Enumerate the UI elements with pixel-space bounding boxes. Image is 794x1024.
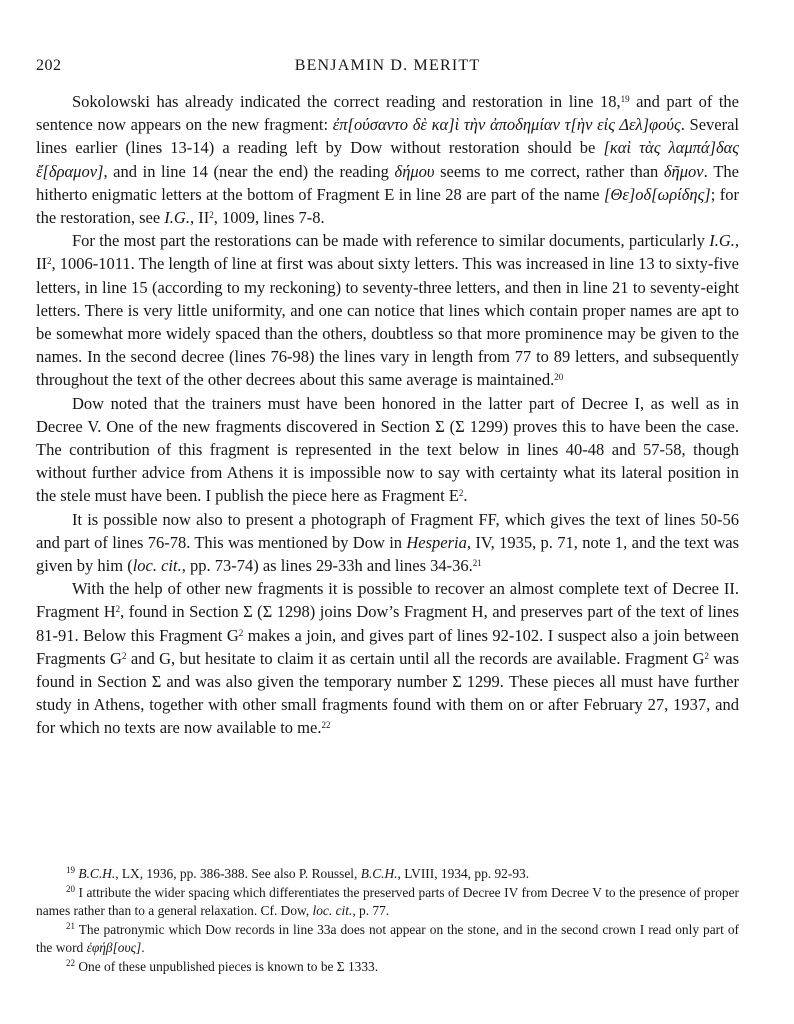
footnote-marker: 19 xyxy=(620,94,630,104)
footnote-marker: 21 xyxy=(66,920,75,931)
italic-text: Hesperia xyxy=(406,532,467,552)
page-number: 202 xyxy=(36,57,62,74)
italic-text: [Θε]οδ[ωρίδης] xyxy=(603,184,711,204)
footnotes xyxy=(36,865,739,977)
paragraph: Dow noted that the trainers must have been honored in the latter part of Decree I, as well as in Decree V. One of the new fragments discovered in Section Σ (Σ 1299) proves this to have been the case. The contribution of this fragment is represented in the text below in lines 40-48 and 57-58, though without further advice from Athens it is impossible now to say with certainty what its lateral position in the stele must have been. I publish the piece here as Fragment $E^2$. xyxy=(36,393,739,506)
footnote-marker: 2 xyxy=(238,627,244,638)
italic-text: ἐπ[ούσαντο δὲ κα]ὶ τὴν ἀποδημίαν τ[ὴν εἰς Δελ]φούς xyxy=(332,115,681,135)
footnote-marker: 22 xyxy=(321,720,331,731)
footnote-marker: 2 xyxy=(209,210,214,221)
footnote-marker: 20 xyxy=(554,372,564,383)
page-header xyxy=(36,57,739,79)
footnote-marker: 22 xyxy=(66,957,75,968)
paragraph: With the help of other new fragments it is possible to recover an almost complete text of Decree II. Fragment $H^2$, found in Section Σ (Σ 1298) joins Dow’s Fragment H, and preserves part of the text of lines 81-91. Below this Fragment $G^2$ makes a join, and gives part of lines 92-102. I suspect also a join between Fragments $G^2$ and G, but hesitate to claim it as certain until all the records are available. Fragment $G^2$ was found in Section Σ and was also given the temporary number Σ 1299. These pieces all must have further study in Athens, together with other small fragments found with them on or after February 27, 1937, and for which no texts are now available to me.$^{22}$ xyxy=(36,579,739,738)
paragraph: Sokolowski has already indicated the correct reading and restoration in line 18,19 and part of the sentence now appears on the new fragment: ἐπ[ούσαντο δὲ κα]ὶ τὴν ἀποδημίαν τ[ὴν εἰς Δελ]φούς. Several lines earlier (lines 13-14) a reading left by Dow without restoration should be [καὶ τὰς λαμπά]δας ἔ[δραμον], and in line 14 (near the end) the reading δήμου seems to me correct, rather than δῆμον. The hitherto enigmatic letters at the bottom of Fragment E in line 28 are part of the name [Θε]οδ[ωρίδης]; for the restoration, see I.G., $II^2$, 1009, lines 7-8. xyxy=(36,92,740,228)
paragraph: For the most part the restorations can be made with reference to similar documents, particularly I.G., $II^2$, 1006-1011. The length of line at first was about sixty letters. This was increased in line 13 to sixty-five letters, in line 15 (according to my reckoning) to seventy-three letters, and then in line 21 to seventy-eight letters. There is very little uniformity, and one can notice that lines which contain proper names are apt to be somewhat more widely spaced than the others, doubtless so that more prominence may be given to the names. In the second decree (lines 76-98) the lines vary in length from 77 to 89 letters, and subsequently throughout the text of the other decrees about this same average is maintained.$^{20}$ xyxy=(36,231,739,390)
italic-text: ἐφήβ[ους] xyxy=(86,940,142,956)
footnote: $^{19}$ B.C.H., LX, 1936, pp. 386-388. See also P. Roussel, B.C.H., LVIII, 1934, pp. 92-93. xyxy=(66,865,530,881)
italic-text: δῆμον xyxy=(663,161,704,181)
body-text xyxy=(36,90,739,740)
footnote-marker: 19 xyxy=(66,865,75,875)
italic-text: [καὶ τὰς λαμπά]δας ἔ[δραμον] xyxy=(36,138,739,181)
italic-text: B.C.H. xyxy=(360,866,398,881)
italic-text: δήμου xyxy=(394,161,435,181)
paragraph: It is possible now also to present a photograph of Fragment FF, which gives the text of lines 50-56 and part of lines 76-78. This was mentioned by Dow in Hesperia, IV, 1935, p. 71, note 1, and the text was given by him (loc. cit., pp. 73-74) as lines 29-33h and lines 34-36.21 xyxy=(36,509,740,576)
italic-text: loc. cit. xyxy=(132,556,182,576)
footnote-marker: 2 xyxy=(458,488,464,499)
footnote-marker: 2 xyxy=(47,256,52,267)
footnote-marker: 2 xyxy=(704,650,709,661)
footnote-marker: 2 xyxy=(115,604,121,615)
footnote-marker: 21 xyxy=(472,558,482,569)
running-head: BENJAMIN D. MERITT xyxy=(294,57,481,74)
footnote: $^{21}$ The patronymic which Dow records in line 33a does not appear on the stone, and in the second crown I read only part of the word ἐφήβ[ους]. xyxy=(36,920,739,956)
footnote-marker: 2 xyxy=(121,650,127,661)
italic-text: B.C.H. xyxy=(78,866,116,881)
footnote-marker: 20 xyxy=(66,883,75,894)
footnote: $^{22}$ One of these unpublished pieces is known to be Σ 1333. xyxy=(66,957,379,974)
italic-text: I.G. xyxy=(709,231,735,251)
footnote: $^{20}$ I attribute the wider spacing which differentiates the preserved parts of Decree IV from Decree V to the presence of proper names rather than to a general relaxation. Cf. Dow, loc. cit., p. 77. xyxy=(36,883,739,919)
italic-text: I.G. xyxy=(164,208,190,228)
italic-text: loc. cit. xyxy=(312,903,353,919)
